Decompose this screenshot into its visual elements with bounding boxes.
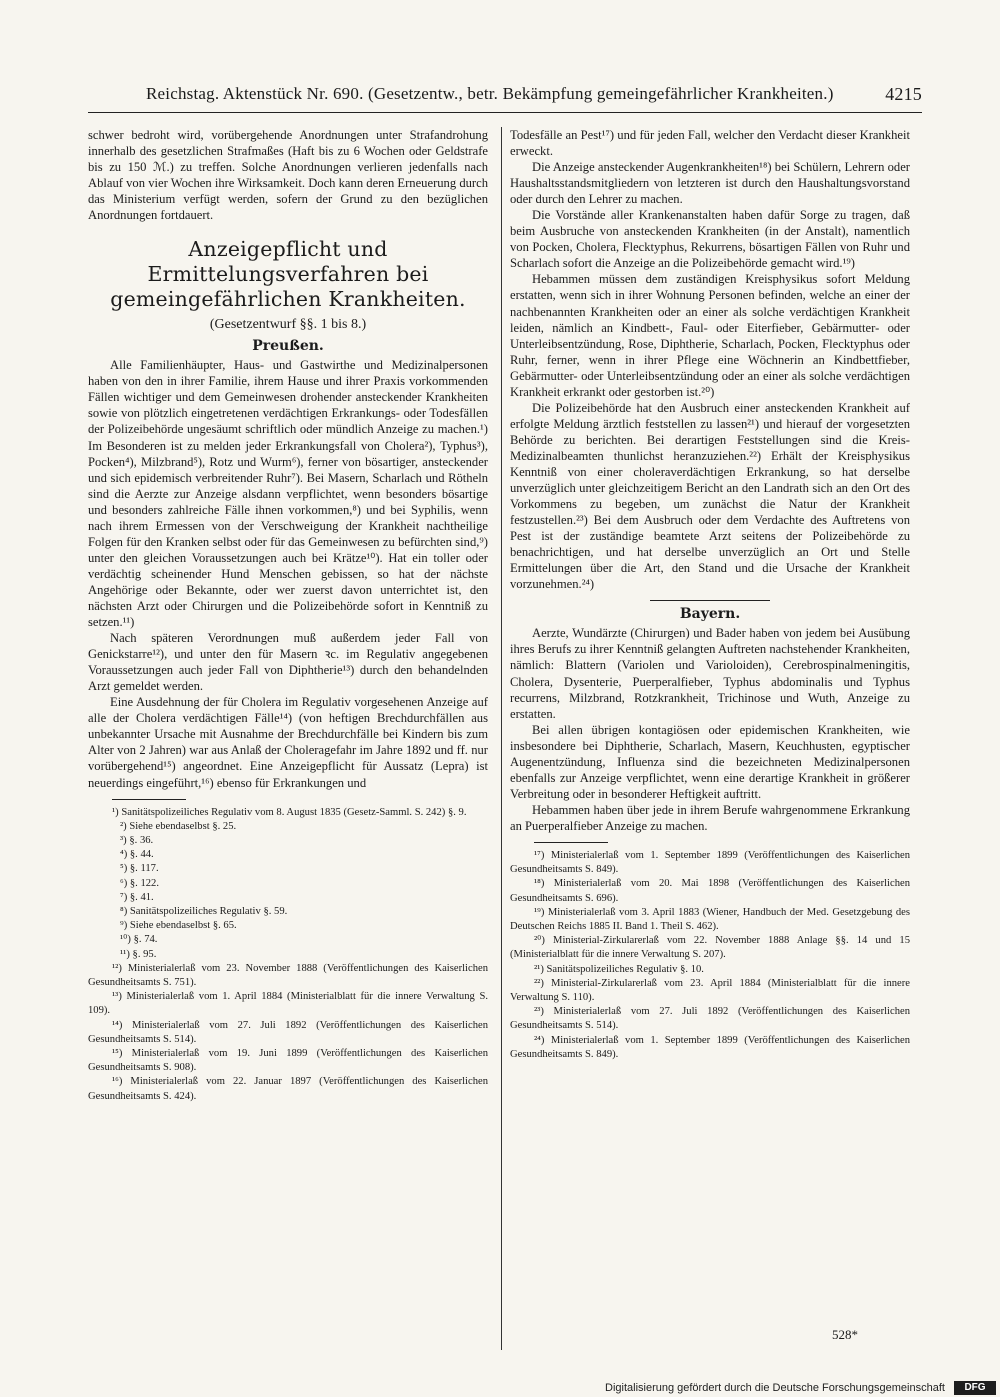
paragraph: Todesfälle an Pest¹⁷) und für jeden Fall, welcher den Verdacht dieser Krankheit erweckt. — [510, 128, 910, 159]
right-column — [510, 127, 910, 1062]
footnote: ¹³) Ministerialerlaß vom 1. April 1884 (Ministerialblatt für die innere Verwaltung S. 109). — [88, 991, 488, 1017]
footnotes-right — [510, 849, 910, 1062]
column-divider — [501, 127, 502, 1350]
footnote: ⁹) Siehe ebendaselbst §. 65. — [120, 920, 237, 932]
dfg-logo: DFG — [954, 1381, 996, 1395]
footnote-separator — [534, 842, 608, 843]
footnote: ²¹) Sanitätspolizeiliches Regulativ §. 10. — [534, 963, 704, 975]
footnote: ¹²) Ministerialerlaß vom 23. November 1888 (Veröffentlichungen des Kaiserlichen Gesundheitsamts S. 751). — [88, 962, 488, 988]
section-title: Anzeigepflicht und Ermittelungsverfahren bei gemeingefährlichen Krankheiten. — [110, 237, 466, 312]
footnote: ²³) Ministerialerlaß vom 27. Juli 1892 (Veröffentlichungen des Kaiserlichen Gesundheitsamts S. 514). — [510, 1006, 910, 1032]
left-column — [88, 127, 488, 1104]
page-number: 4215 — [885, 84, 922, 104]
paragraph: Bei allen übrigen kontagiösen oder epidemischen Krankheiten, wie insbesondere bei Diphtherie, Scharlach, Masern, Keuchhusten, egyptischer Augenentzündung, Influenza sind die bezeichneten Medizinalpersonen ebenfalls zur Anzeige verpflichtet, wenn eine derartige Krankheit in größerer Verbreitung oder in besonderer Heftigkeit auftritt. — [510, 722, 910, 801]
paragraph: Die Polizeibehörde hat den Ausbruch einer ansteckenden Krankheit auf erfolgte Meldung ärztlich feststellen zu lassen²¹) und hierauf der vorgesetzten Behörde zu berichten. Bei derartigen Feststellungen sind die Kreis-Medizinalbeamten thunlichst heranzuziehen.²²) Erhält der Kreisphysikus Kenntniß von einer choleraverdächtigen Erkrankung, so hat derselbe unverzüglich unter gleichzeitigem Bericht an den Landrath sich an den Ort des Vorkommens zu begeben, um zunächst die Natur der Krankheit festzustellen.²³) Bei dem Ausbruch oder dem Verdachte des Auftretens von Pest ist der zuständige beamtete Arzt seitens der Polizeibehörde zu benachrichtigen, und hat derselbe unverzüglich an Ort und Stelle Ermittelungen über die Art, den Stand und die Ursache der Krankheit vorzunehmen.²⁴) — [510, 400, 910, 592]
digitization-footer — [605, 1380, 1000, 1397]
digitization-credit: Digitalisierung gefördert durch die Deutsche Forschungsgemeinschaft — [605, 1382, 945, 1394]
paragraph: Aerzte, Wundärzte (Chirurgen) und Bader haben von jedem bei Ausübung ihres Berufs zu ihrer Kenntniß gelangten Auftreten nachstehender Krankheiten, nämlich: Blattern (Variolen und Varioloiden), Cerebrospinalmeningitis, Cholera, Dysenterie, Puerperalfieber, Typhus abdominalis und Typhus recurrens, Milzbrand, Rotzkrankheit, Trichinose und Wuth, Anzeige zu erstatten. — [510, 626, 910, 721]
running-head: Reichstag. Aktenstück Nr. 690. (Gesetzentw., betr. Bekämpfung gemeingefährlicher Krankheiten.) — [146, 84, 834, 103]
footnote: ⁵) §. 117. — [120, 863, 159, 875]
sheet-number: 528* — [832, 1327, 858, 1342]
footnote: ¹⁹) Ministerialerlaß vom 3. April 1883 (Wiener, Handbuch der Med. Gesetzgebung des Deutschen Reichs 1885 II. Band 1. Theil S. 462). — [510, 906, 910, 932]
footnote: ²) Siehe ebendaselbst §. 25. — [120, 820, 237, 832]
footnote: ¹¹) §. 95. — [120, 948, 157, 960]
paragraph: Hebammen müssen dem zuständigen Kreisphysikus sofort Meldung erstatten, wenn sich in ihrer Wohnung Personen befinden, welche an einer der nachbenannten Krankheiten oder an einer als solche verdächtigen Krankheit leiden, nämlich an Kindbett-, Faul- oder Eiterfieber, Gebärmutter- oder Unterleibsentzündung, Rose, Diphtherie, Scharlach, Pocken, Flecktyphus oder Ruhr, ferner, wenn in ihrer Pflege eine Wöchnerin an Kindbettfieber, Gebärmutter- oder Unterleibsentzündung oder an einer als solche verdächtigen Krankheit erkrankt oder gestorben ist.²⁰) — [510, 272, 910, 399]
footnote: ¹⁰) §. 74. — [120, 934, 158, 946]
state-heading-bayern: Bayern. — [679, 606, 741, 623]
paragraph: Nach späteren Verordnungen muß außerdem jeder Fall von Genickstarre¹²), und unter den für Masern ꝛc. im Regulativ angegebenen Voraussetzungen auch jeder Fall von Diphtherie¹³) durch den behandelnden Arzt gemeldet werden. — [88, 631, 488, 694]
footnote: ¹⁵) Ministerialerlaß vom 19. Juni 1899 (Veröffentlichungen des Kaiserlichen Gesundheitsamts S. 908). — [88, 1048, 488, 1074]
state-heading-preussen: Preußen. — [252, 338, 324, 355]
page-header — [88, 84, 922, 108]
paragraph: Alle Familienhäupter, Haus- und Gastwirthe und Medizinalpersonen haben von den in ihrer Familie, ihrem Hause und ihrer Praxis vorkommenden Fällen wichtiger und dem Gemeinwesen drohender ansteckender Krankheiten sowie von plötzlich eingetretenen verdächtigen Erkrankungs- oder Todesfällen der Polizeibehörde ungesäumt schriftlich oder mündlich Anzeige zu machen.¹) Im Besonderen ist zu melden jeder Erkrankungsfall von Cholera²), Typhus³), Pocken⁴), Milzbrand⁵), Rotz und Wurm⁶), ferner von bösartiger, ansteckender und sich epidemisch verbreitender Ruhr⁷). Bei Masern, Scharlach und Rötheln sind die Aerzte zur Anzeige alsdann verpflichtet, wenn besonders bösartige und besonders zahlreiche Fälle ihnen vorkommen,⁸) und bei Syphilis, wenn nach ihrem Ermessen von der Verschweigung der Krankheit nachtheilige Folgen für den Kranken selbst oder für das Gemeinwesen zu befürchten sind,⁹) unter den gleichen Voraussetzungen auch bei Krätze¹⁰). Hat ein toller oder verdächtig scheinender Hund Menschen gebissen, so hat der nächste Angehörige oder Bekannte, oder wer zuerst davon unterrichtet ist, den nächsten Arzt oder Chirurgen und die Polizeibehörde sofort in Kenntniß zu setzen.¹¹) — [88, 358, 488, 630]
footnote: ¹⁷) Ministerialerlaß vom 1. September 1899 (Veröffentlichungen des Kaiserlichen Gesundheitsamts S. 849). — [510, 849, 910, 876]
footnote-separator — [112, 799, 186, 800]
footnote: ²⁴) Ministerialerlaß vom 1. September 1899 (Veröffentlichungen des Kaiserlichen Gesundheitsamts S. 849). — [510, 1034, 910, 1060]
footnote: ³) §. 36. — [120, 834, 154, 846]
footnote: ⁴) §. 44. — [120, 849, 154, 861]
footnote: ⁶) §. 122. — [120, 877, 160, 889]
footnote: ¹⁴) Ministerialerlaß vom 27. Juli 1892 (Veröffentlichungen des Kaiserlichen Gesundheitsamts S. 514). — [88, 1019, 488, 1045]
section-subtitle: (Gesetzentwurf §§. 1 bis 8.) — [209, 317, 367, 333]
header-rule — [88, 112, 922, 113]
footnote: ¹) Sanitätspolizeiliches Regulativ vom 8. August 1835 (Gesetz-Samml. S. 242) §. 9. — [112, 806, 467, 818]
footnote: ⁸) Sanitätspolizeiliches Regulativ §. 59. — [120, 905, 288, 917]
footnote: ¹⁸) Ministerialerlaß vom 20. Mai 1898 (Veröffentlichungen des Kaiserlichen Gesundheitsamts S. 696). — [510, 878, 910, 904]
footnotes-left — [88, 806, 488, 1104]
paragraph: Die Vorstände aller Krankenanstalten haben dafür Sorge zu tragen, daß beim Ausbruche von ansteckenden Krankheiten (in der Anstalt), namentlich von Pocken, Cholera, Flecktyphus, Rekurrens, bösartigen Fällen von Ruhr und Scharlach sofort die Anzeige an die Polizeibehörde gemacht wird.¹⁹) — [510, 208, 910, 271]
footnote: ⁷) §. 41. — [120, 891, 154, 903]
footnote: ¹⁶) Ministerialerlaß vom 22. Januar 1897 (Veröffentlichungen des Kaiserlichen Gesundheitsamts S. 424). — [88, 1076, 488, 1102]
footnote: ²⁰) Ministerial-Zirkularerlaß vom 22. November 1888 Anlage §§. 14 und 15 (Ministerialblatt für die innere Verwaltung S. 207). — [510, 935, 910, 961]
paragraph: Eine Ausdehnung der für Cholera im Regulativ vorgesehenen Anzeige auf alle der Cholera verdächtigen Fälle¹⁴) (von heftigen Brechdurchfällen aus unbekannter Ursache mit Ausnahme der Brechdurchfälle bei Kindern bis zum Alter von 2 Jahren) war aus Anlaß der Choleragefahr im Jahre 1892 und ff. nur vorübergehend¹⁵) angeordnet. Eine Anzeigepflicht für Aussatz (Lepra) ist neuerdings eingeführt,¹⁶) ebenso für Erkrankungen und — [88, 695, 488, 790]
section-rule — [650, 600, 770, 601]
footnote: ²²) Ministerial-Zirkularerlaß vom 23. April 1884 (Ministerialblatt für die innere Verwaltung S. 110). — [510, 977, 910, 1003]
paragraph: Die Anzeige ansteckender Augenkrankheiten¹⁸) bei Schülern, Lehrern oder Haushaltsstandsmitgliedern von letzteren ist durch den Haushaltungsvorstand oder durch den Lehrer zu machen. — [510, 160, 910, 207]
paragraph: Hebammen haben über jede in ihrem Berufe wahrgenommene Erkrankung an Puerperalfieber Anzeige zu machen. — [510, 802, 910, 833]
paragraph: schwer bedroht wird, vorübergehende Anordnungen unter Strafandrohung innerhalb des gesetzlichen Strafmaßes (Haft bis zu 6 Wochen oder Geldstrafe bis zu 150 ℳ.) zu treffen. Solche Anordnungen verlieren jedenfalls nach Ablauf von vier Wochen ihre Wirksamkeit. Doch kann deren Erneuerung durch das Ministerium verfügt werden, sofern der Grund zu den bezüglichen Anordnungen fortdauert. — [88, 128, 488, 223]
